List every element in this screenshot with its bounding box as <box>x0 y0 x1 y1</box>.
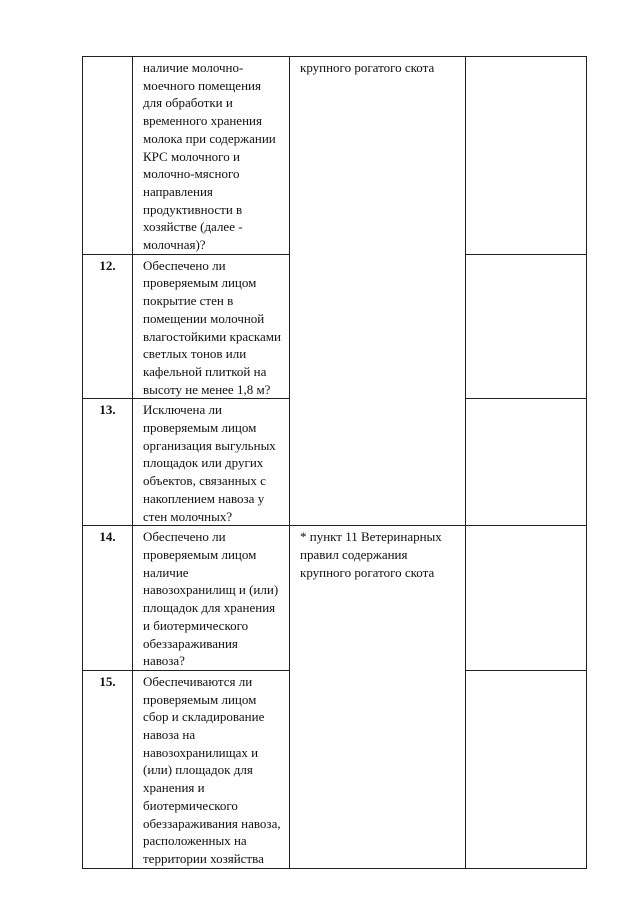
question-cell <box>133 670 290 868</box>
table-row <box>83 526 587 671</box>
answer-cell[interactable] <box>466 526 587 671</box>
question-text: наличие молочно- моечного помещения для обработки и временного хранения молока при содержании КРС молочного и молочно-мясного направления продуктивности в хозяйстве (далее - молочная)? <box>143 60 276 253</box>
question-text: Обеспечено ли проверяемым лицом наличие навозохранилищ и (или) площадок для хранения и биотермического обеззараживания навоза? <box>143 529 279 669</box>
question-cell <box>133 57 290 255</box>
legal-reference-text: крупного рогатого скота <box>300 60 435 75</box>
legal-reference-text: * пункт 11 Ветеринарных правил содержания крупного рогатого скота <box>300 529 442 580</box>
question-cell <box>133 254 290 399</box>
answer-cell[interactable] <box>466 399 587 526</box>
legal-reference-cell <box>290 526 466 868</box>
row-number-cell: 12. <box>83 254 133 399</box>
table-row <box>83 57 587 255</box>
row-number-cell: 15. <box>83 670 133 868</box>
row-number-cell <box>83 57 133 255</box>
question-cell <box>133 526 290 671</box>
checklist-table <box>82 56 587 869</box>
row-number-cell: 13. <box>83 399 133 526</box>
question-text: Исключена ли проверяемым лицом организация выгульных площадок или других объектов, связанных с накоплением навоза у стен молочных? <box>143 402 276 524</box>
answer-cell[interactable] <box>466 670 587 868</box>
row-number-cell: 14. <box>83 526 133 671</box>
answer-cell[interactable] <box>466 254 587 399</box>
question-cell <box>133 399 290 526</box>
answer-cell[interactable] <box>466 57 587 255</box>
question-text: Обеспечиваются ли проверяемым лицом сбор и складирование навоза на навозохранилищах и (или) площадок для хранения и биотермического обеззараживания навоза, расположенных на территории хозяйства <box>143 673 281 866</box>
question-text: Обеспечено ли проверяемым лицом покрытие стен в помещении молочной влагостойкими красками светлых тонов или кафельной плиткой на высоту не менее 1,8 м? <box>143 257 281 397</box>
legal-reference-cell <box>290 57 466 526</box>
